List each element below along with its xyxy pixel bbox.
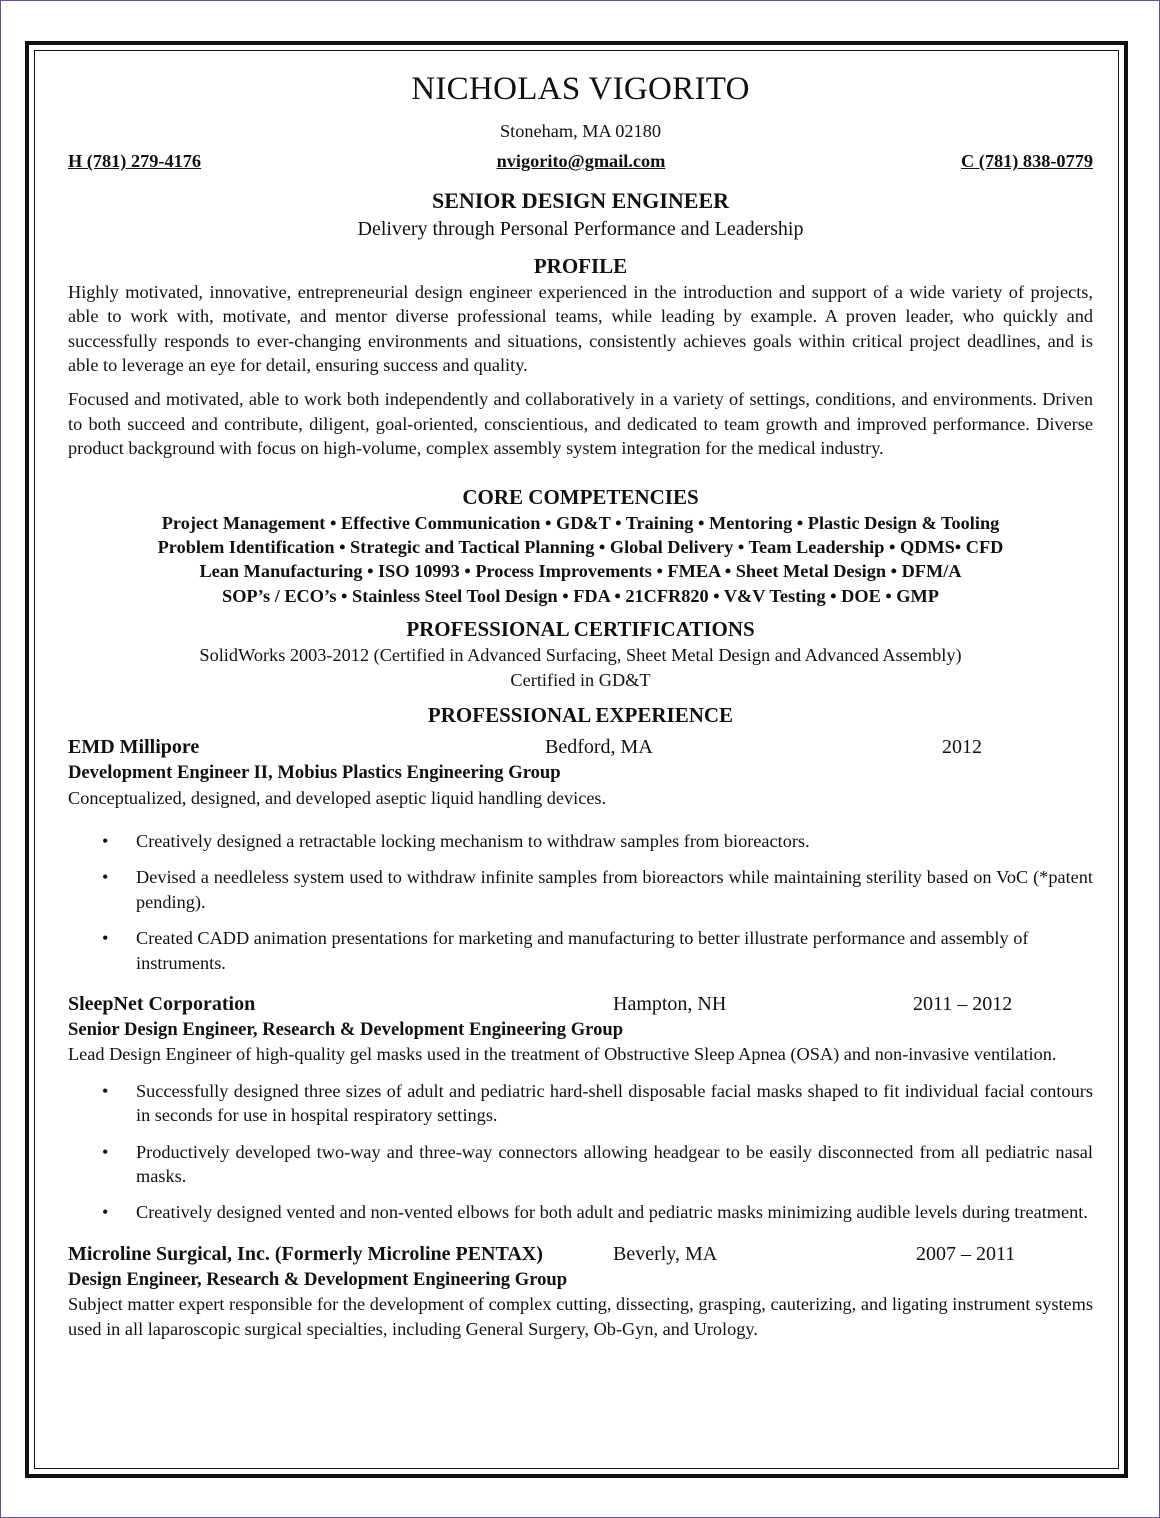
bullet-text: Creatively designed vented and non-vented elbows for both adult and pediatric masks minimizing audible levels during treatment. <box>136 1202 1088 1223</box>
contact-row <box>68 149 1093 173</box>
bullet-icon: • <box>102 928 109 949</box>
company-name: Microline Surgical, Inc. (Formerly Microline PENTAX) <box>68 1242 543 1265</box>
list-item <box>68 926 1093 975</box>
competency-line: SOP’s / ECO’s • Stainless Steel Tool Design • FDA • 21CFR820 • V&V Testing • DOE • GMP <box>222 585 939 606</box>
job-bullets <box>68 829 1093 975</box>
competencies-heading: CORE COMPETENCIES <box>462 484 699 509</box>
tagline: Delivery through Personal Performance and Leadership <box>357 217 804 240</box>
candidate-name: NICHOLAS VIGORITO <box>411 71 750 107</box>
bullet-text: Successfully designed three sizes of adult and pediatric hard-shell disposable facial masks shaped to fit individual facial contours in seconds for use in hospital respiratory settings. <box>136 1080 1093 1126</box>
email-address: nvigorito@gmail.com <box>496 151 666 172</box>
job-summary: Lead Design Engineer of high-quality gel masks used in the treatment of Obstructive Sleep Apnea (OSA) and non-invasive ventilation. <box>68 1044 1057 1065</box>
competency-line: Project Management • Effective Communication • GD&T • Training • Mentoring • Plastic Design & Tooling <box>161 512 1000 533</box>
job-header <box>68 1240 1093 1268</box>
job-title: Development Engineer II, Mobius Plastics Engineering Group <box>68 762 561 784</box>
job-location: Bedford, MA <box>545 736 653 759</box>
list-item <box>68 1079 1093 1128</box>
list-item <box>68 1200 1093 1224</box>
bullet-text: Devised a needleless system used to withdraw infinite samples from bioreactors while maintaining sterility based on VoC (*patent pending). <box>136 867 1093 912</box>
home-phone: H (781) 279-4176 <box>68 151 202 172</box>
job-dates: 2007 – 2011 <box>916 1242 1016 1265</box>
bullet-icon: • <box>102 1202 109 1223</box>
job-location: Beverly, MA <box>613 1242 718 1265</box>
job-header <box>68 990 1093 1018</box>
bullet-icon: • <box>102 830 109 851</box>
address: Stoneham, MA 02180 <box>500 121 661 141</box>
job-headline: SENIOR DESIGN ENGINEER <box>431 187 730 213</box>
job-dates: 2012 <box>942 736 982 759</box>
bullet-icon: • <box>102 1141 109 1162</box>
competency-line: Lean Manufacturing • ISO 10993 • Process Improvements • FMEA • Sheet Metal Design • DFM/A <box>199 561 962 582</box>
profile-heading: PROFILE <box>533 253 628 278</box>
bullet-icon: • <box>102 867 109 888</box>
profile-paragraph-1: Highly motivated, innovative, entrepreneurial design engineer experienced in the introduction and support of a wide variety of projects, able to work with, motivate, and mentor diverse professional teams, while leading by example. A proven leader, who quickly and successfully responds to ever-changing environments and situations, consistently achieves goals within critical project deadlines, and is able to leverage an eye for detail, ensuring success and quality. <box>68 281 1093 376</box>
experience-heading: PROFESSIONAL EXPERIENCE <box>427 703 734 728</box>
job-title: Design Engineer, Research & Development Engineering Group <box>68 1268 568 1290</box>
list-item <box>68 829 1093 853</box>
bullet-text: Creatively designed a retractable locking mechanism to withdraw samples from bioreactors. <box>136 830 810 851</box>
job-dates: 2011 – 2012 <box>913 992 1013 1015</box>
resume-document <box>68 66 1093 1341</box>
list-item <box>68 865 1093 914</box>
company-name: SleepNet Corporation <box>68 992 256 1015</box>
bullet-text: Productively developed two-way and three-way connectors allowing headgear to be easily disconnected from all pediatric nasal masks. <box>136 1141 1093 1186</box>
job-location: Hampton, NH <box>613 992 727 1015</box>
certifications-heading: PROFESSIONAL CERTIFICATIONS <box>406 617 755 642</box>
competency-line: Problem Identification • Strategic and Tactical Planning • Global Delivery • Team Leadership • QDMS• CFD <box>157 537 1004 558</box>
job-title: Senior Design Engineer, Research & Development Engineering Group <box>68 1018 624 1040</box>
job-header <box>68 733 1093 761</box>
profile-paragraph-2: Focused and motivated, able to work both independently and collaboratively in a variety of settings, conditions, and environments. Driven to both succeed and contribute, diligent, goal-oriented, conscientious, and dedicated to team growth and improved performance. Diverse product background with focus on high-volume, complex assembly system integration for the medical industry. <box>68 389 1093 459</box>
cell-phone: C (781) 838-0779 <box>960 151 1093 172</box>
certification-line: Certified in GD&T <box>510 669 651 690</box>
list-item <box>68 1140 1093 1189</box>
company-name: EMD Millipore <box>68 736 200 759</box>
job-summary: Conceptualized, designed, and developed aseptic liquid handling devices. <box>68 787 607 808</box>
certification-line: SolidWorks 2003-2012 (Certified in Advanced Surfacing, Sheet Metal Design and Advanced Assembly) <box>199 645 962 666</box>
job-bullets <box>68 1079 1093 1225</box>
bullet-text: Created CADD animation presentations for marketing and manufacturing to better illustrate performance and assembly of instruments. <box>136 928 1029 973</box>
bullet-icon: • <box>102 1080 109 1101</box>
job-summary: Subject matter expert responsible for the development of complex cutting, dissecting, grasping, cauterizing, and ligating instrument systems used in all laparoscopic surgical specialties, including General Surgery, Ob-Gyn, and Urology. <box>68 1294 1093 1339</box>
